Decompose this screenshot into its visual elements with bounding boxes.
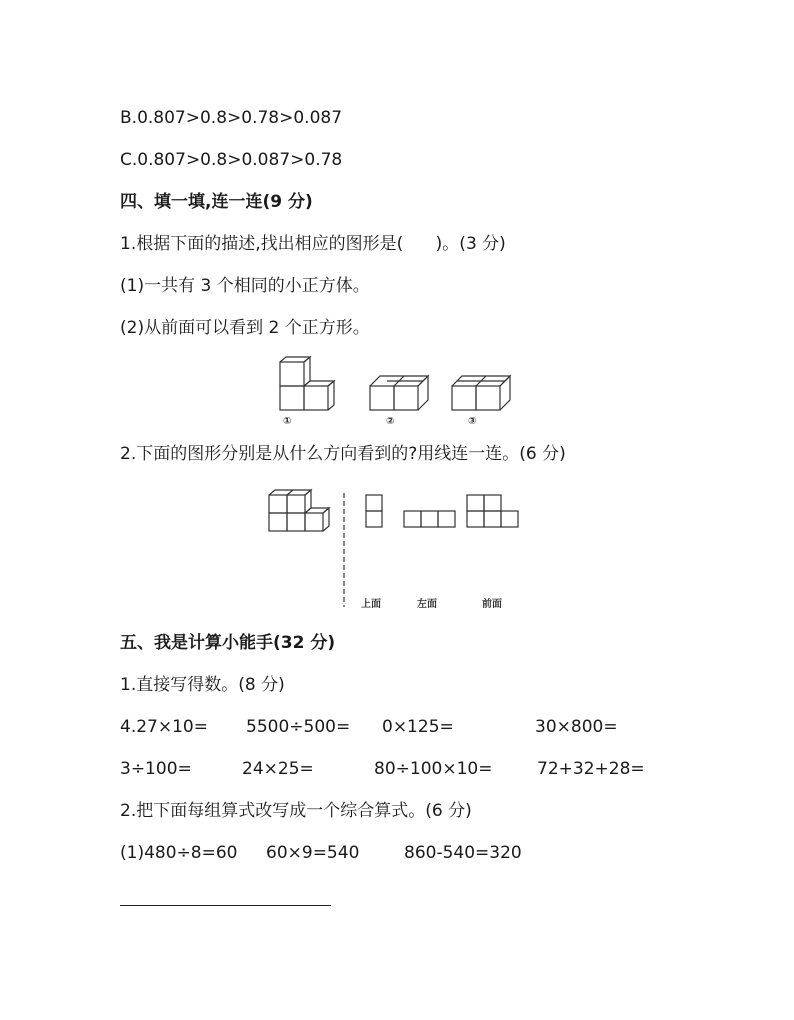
views-figure <box>265 485 525 610</box>
section4-q1-condition-2: (2)从前面可以看到 2 个正方形。 <box>120 318 370 338</box>
view-label-left: 左面 <box>417 599 437 610</box>
expression-item: 60×9=540 <box>266 843 360 863</box>
expression-item: (1)480÷8=60 <box>120 843 238 863</box>
section4-q1-text: 1.根据下面的描述,找出相应的图形是( )。(3 分) <box>120 234 506 254</box>
solid-figure <box>269 490 329 531</box>
calc-item: 30×800= <box>535 717 618 737</box>
calc-item: 3÷100= <box>120 759 192 779</box>
figure-label-3: ③ <box>468 416 477 427</box>
calc-item: 80÷100×10= <box>374 759 493 779</box>
section4-q1-condition-1: (1)一共有 3 个相同的小正方体。 <box>120 276 370 296</box>
cube-options-figure <box>270 352 530 432</box>
option-c: C.0.807>0.8>0.087>0.78 <box>120 150 343 170</box>
section4-title: 四、填一填,连一连(9 分) <box>120 192 313 212</box>
view-shape-b <box>404 511 455 527</box>
view-shape-a <box>366 495 382 527</box>
view-shape-c <box>467 495 518 527</box>
figure-label-1: ① <box>283 416 292 427</box>
expression-item: 860-540=320 <box>404 843 522 863</box>
cube-figure-3 <box>452 376 510 410</box>
view-label-top: 上面 <box>361 599 381 610</box>
calc-item: 24×25= <box>242 759 314 779</box>
calc-item: 5500÷500= <box>246 717 351 737</box>
cube-figure-1 <box>280 357 334 410</box>
view-label-front: 前面 <box>482 599 502 610</box>
section5-title: 五、我是计算小能手(32 分) <box>120 633 336 653</box>
section5-q1-text: 1.直接写得数。(8 分) <box>120 675 285 695</box>
section4-q2-text: 2.下面的图形分别是从什么方向看到的?用线连一连。(6 分) <box>120 444 566 464</box>
section5-q2-text: 2.把下面每组算式改写成一个综合算式。(6 分) <box>120 801 472 821</box>
calc-item: 0×125= <box>382 717 454 737</box>
cube-figure-2 <box>370 376 428 410</box>
answer-blank-line <box>120 905 331 906</box>
figure-label-2: ② <box>386 416 395 427</box>
calc-item: 72+32+28= <box>537 759 645 779</box>
option-b: B.0.807>0.8>0.78>0.087 <box>120 108 343 128</box>
calc-item: 4.27×10= <box>120 717 208 737</box>
